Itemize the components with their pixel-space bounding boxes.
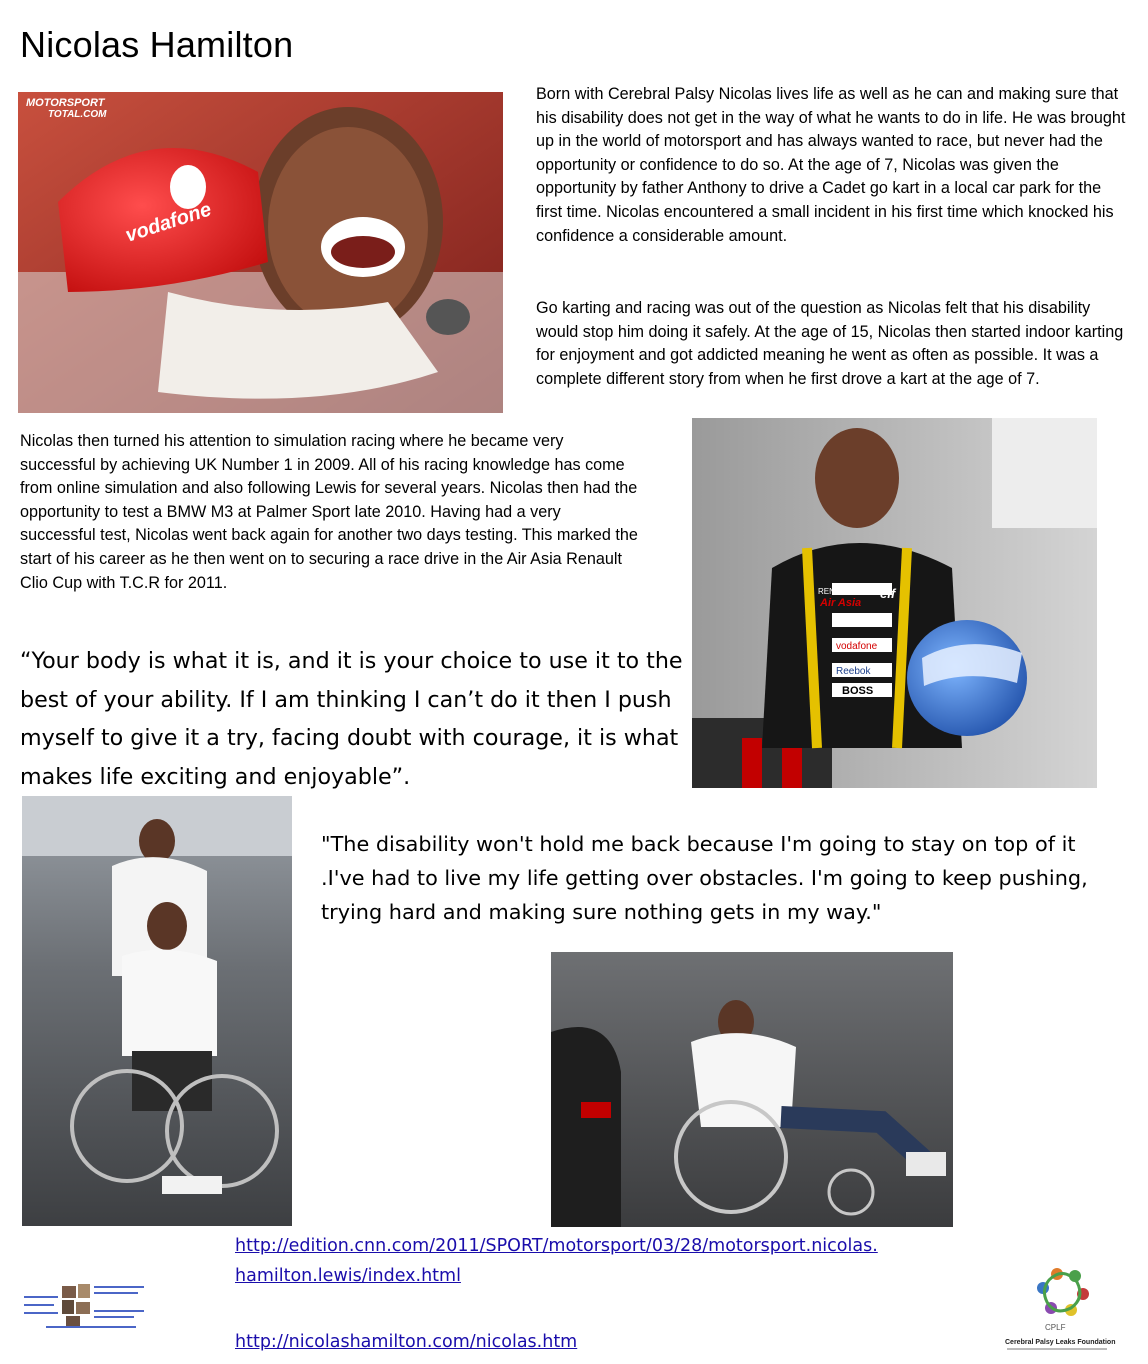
cplf-logo-art (1005, 1258, 1125, 1358)
photo-wheelchair-paddock-art (22, 796, 292, 1226)
link-cnn-article-line2[interactable]: hamilton.lewis/index.html (235, 1266, 461, 1286)
cap-logo: vodafone (122, 198, 215, 247)
watermark-line2: TOTAL.COM (48, 109, 107, 120)
photo-brothers-celebrating-art (18, 92, 503, 413)
quote-body-ability: “Your body is what it is, and it is your choice to use it to the best of your ability. If I am thinking I can’t do it then I push myself to give it a try, facing doubt with courage, it is what makes life exciting and enjoyable”. (20, 648, 683, 790)
cplf-logo (1005, 1258, 1125, 1358)
link-cnn-article-line1[interactable]: http://edition.cnn.com/2011/SPORT/motorsport/03/28/motorsport.nicolas. (235, 1236, 878, 1256)
collage-thumbnail (22, 1280, 152, 1338)
quote-disability-obstacles: "The disability won't hold me back because I'm going to stay on top of it .I've had to live my life getting over obstacles. I'm going to keep pushing, trying hard and making sure nothing gets in my way." (321, 832, 1088, 924)
cplf-name: Cerebral Palsy Leaks Foundation (1005, 1339, 1116, 1346)
suit-logo-vodafone: vodafone (836, 641, 878, 652)
photo-race-suit-helmet-art (692, 418, 1097, 788)
paragraph-early-life: Born with Cerebral Palsy Nicolas lives life as well as he can and making sure that his disability does not get in the way of what he wants to do in life. He was brought up in the world of motorsport and has always wanted to race, but never had the opportunity or confidence to do so. At the age of 7, Nicolas was given the opportunity by father Anthony to drive a Cadet go kart in a local car park for the first time. Nicolas encountered a small incident in his first time which knocked his confidence a considerable amount. (536, 85, 1126, 245)
paragraph-karting: Go karting and racing was out of the question as Nicolas felt that his disability would stop him doing it safely. At the age of 15, Nicolas then started indoor karting for enjoyment and got addicted meaning he went as often as possible. It was a complete different story from when he first drove a kart at the age of 7. (536, 299, 1124, 388)
link-nicolas-hamilton-site[interactable]: http://nicolashamilton.com/nicolas.htm (235, 1332, 578, 1352)
watermark-line1: MOTORSPORT (26, 97, 105, 109)
paragraph-simulation-racing: Nicolas then turned his attention to simulation racing where he became very successful by achieving UK Number 1 in 2009. All of his racing knowledge has come from online simulation and also following Lewis for several years. Nicolas then had the opportunity to test a BMW M3 at Palmer Sport late 2010. Having had a very successful test, Nicolas went back again for another two days testing. This marked the start of his career as he then went on to securing a race drive in the Air Asia Renault Clio Cup with T.C.R for 2011. (20, 432, 638, 592)
photo-race-suit-helmet (692, 418, 1097, 788)
suit-logo-airasia: Air Asia (820, 597, 862, 609)
photo-wheelchair-paddock (22, 796, 292, 1226)
photo-brothers-celebrating (18, 92, 503, 413)
suit-logo-elf: elf (880, 586, 896, 601)
suit-logo-reebok: Reebok (836, 666, 871, 677)
photo-wheelchair-self-propel (551, 952, 953, 1227)
photo-wheelchair-self-propel-art (551, 952, 953, 1227)
collage-thumbnail-art (22, 1280, 152, 1338)
cplf-abbr: CPLF (1045, 1323, 1066, 1332)
page-title: Nicolas Hamilton (20, 24, 294, 65)
suit-logo-boss: BOSS (842, 685, 874, 697)
suit-logo-renault: RENAULT SPORT (818, 587, 885, 596)
